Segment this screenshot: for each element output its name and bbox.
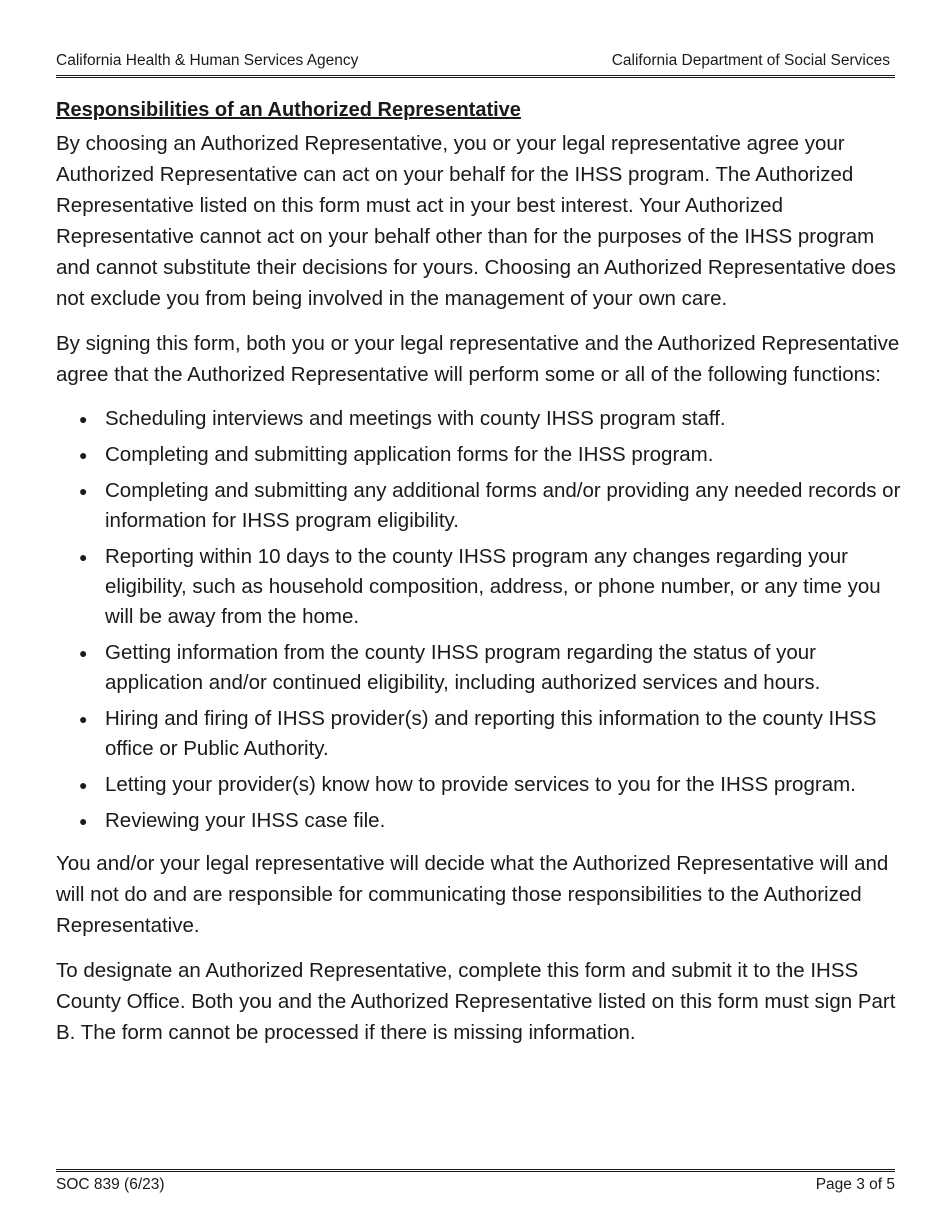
designate-paragraph: To designate an Authorized Representative, complete this form and submit it to the IHSS County Office. Both you and the Authorized Representative listed on this form must sign Part B. The form cannot be processed if there is missing information. [56, 959, 896, 1044]
list-item: ● Scheduling interviews and meetings with county IHSS program staff. [56, 404, 901, 434]
signing-paragraph: By signing this form, both you or your legal representative and the Authorized Representative agree that the Authorized Representative will perform some or all of the following functions: [56, 332, 900, 386]
list-item: ● Hiring and firing of IHSS provider(s) and reporting this information to the county IHSS office or Public Authority. [56, 704, 901, 764]
list-item: ● Letting your provider(s) know how to provide services to you for the IHSS program. [56, 770, 901, 800]
list-item: ● Getting information from the county IHSS program regarding the status of your application and/or continued eligibility, including authorized services and hours. [56, 638, 901, 698]
document-body [56, 96, 901, 1062]
footer-divider [56, 1169, 895, 1172]
list-item: ● Reporting within 10 days to the county IHSS program any changes regarding your eligibility, such as household composition, address, or phone number, or any time you will be away from the home. [56, 542, 901, 632]
list-item: ● Completing and submitting any additional forms and/or providing any needed records or information for IHSS program eligibility. [56, 476, 901, 536]
section-title: Responsibilities of an Authorized Representative [56, 99, 521, 121]
list-item: ● Reviewing your IHSS case file. [56, 806, 901, 836]
header-divider [56, 75, 895, 78]
agency-name: California Health & Human Services Agency [56, 52, 359, 69]
page-footer [56, 1174, 895, 1196]
page-header [56, 51, 895, 71]
form-id: SOC 839 (6/23) [56, 1176, 165, 1193]
intro-paragraph: By choosing an Authorized Representative, you or your legal representative agree your Authorized Representative can act on your behalf for the IHSS program. The Authorized Representative listed on this form must act in your best interest. Your Authorized Representative cannot act on your behalf other than for the purposes of the IHSS program and cannot substitute their decisions for yours. Choosing an Authorized Representative does not exclude you from being involved in the management of your own care. [56, 132, 896, 310]
page-number: Page 3 of 5 [815, 1176, 895, 1193]
department-name: California Department of Social Services [611, 52, 890, 69]
decide-paragraph: You and/or your legal representative will decide what the Authorized Representative will and will not do and are responsible for communicating those responsibilities to the Authorized Representative. [56, 852, 889, 937]
list-item: ● Completing and submitting application forms for the IHSS program. [56, 440, 901, 470]
functions-list [56, 404, 901, 836]
